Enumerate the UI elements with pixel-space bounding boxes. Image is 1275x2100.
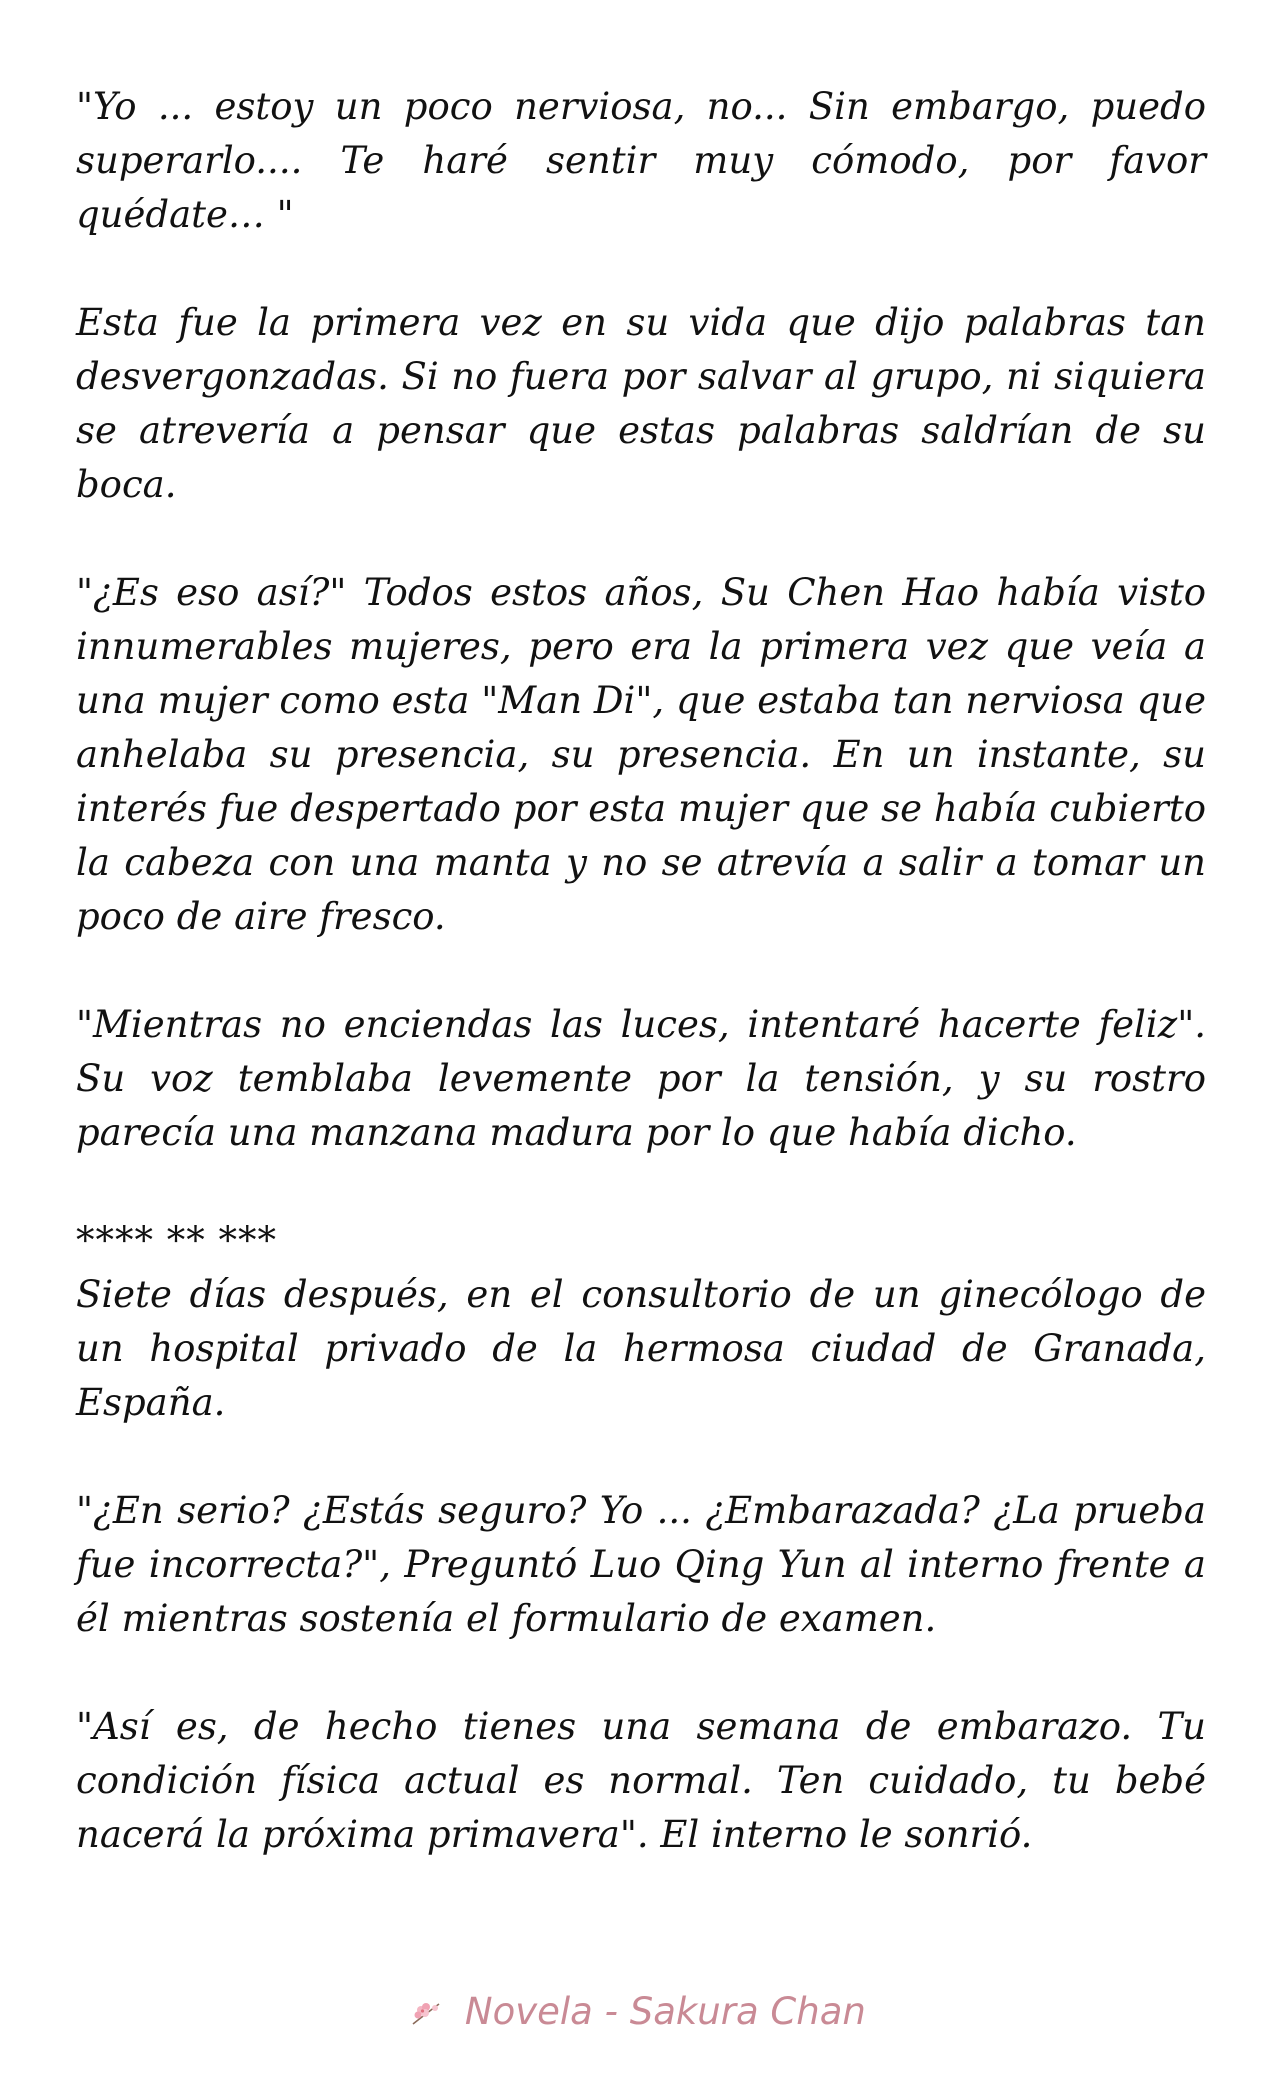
paragraph-4: "Mientras no enciendas las luces, intentaré hacerte feliz". Su voz temblaba levemente por la tensión, y su rostro parecía una manzana madura por lo que había dicho. [76,1003,1206,1154]
paragraph-3: "¿Es eso así?" Todos estos años, Su Chen Hao había visto innumerables mujeres, pero era la primera vez que veía a una mujer como esta "Man Di", que estaba tan nerviosa que anhelaba su presencia, su presencia. En un instante, su interés fue despertado por esta mujer que se había cubierto la cabeza con una manta y no se atrevía a salir a tomar un poco de aire fresco. [76,571,1206,938]
scene-separator: **** ** *** [76,1219,278,1262]
document-body [76,80,1206,1862]
paragraph-7: "Así es, de hecho tienes una semana de embarazo. Tu condición física actual es normal. Ten cuidado, tu bebé nacerá la próxima primavera". El interno le sonrió. [76,1705,1206,1856]
paragraph-5: Siete días después, en el consultorio de un ginecólogo de un hospital privado de la hermosa ciudad de Granada, España. [76,1273,1206,1424]
paragraph-2: Esta fue la primera vez en su vida que dijo palabras tan desvergonzadas. Si no fuera por salvar al grupo, ni siquiera se atrevería a pensar que estas palabras saldrían de su boca. [76,301,1206,506]
footer-text: Novela - Sakura Chan [464,1990,866,2033]
footer-watermark [0,1990,1275,2033]
sakura-flower-icon [409,1994,445,2024]
paragraph-1: "Yo ... estoy un poco nerviosa, no... Sin embargo, puedo superarlo.... Te haré sentir muy cómodo, por favor quédate… " [76,85,1206,236]
paragraph-6: "¿En serio? ¿Estás seguro? Yo ... ¿Embarazada? ¿La prueba fue incorrecta?", Preguntó Luo Qing Yun al interno frente a él mientras sostenía el formulario de examen. [76,1489,1206,1640]
